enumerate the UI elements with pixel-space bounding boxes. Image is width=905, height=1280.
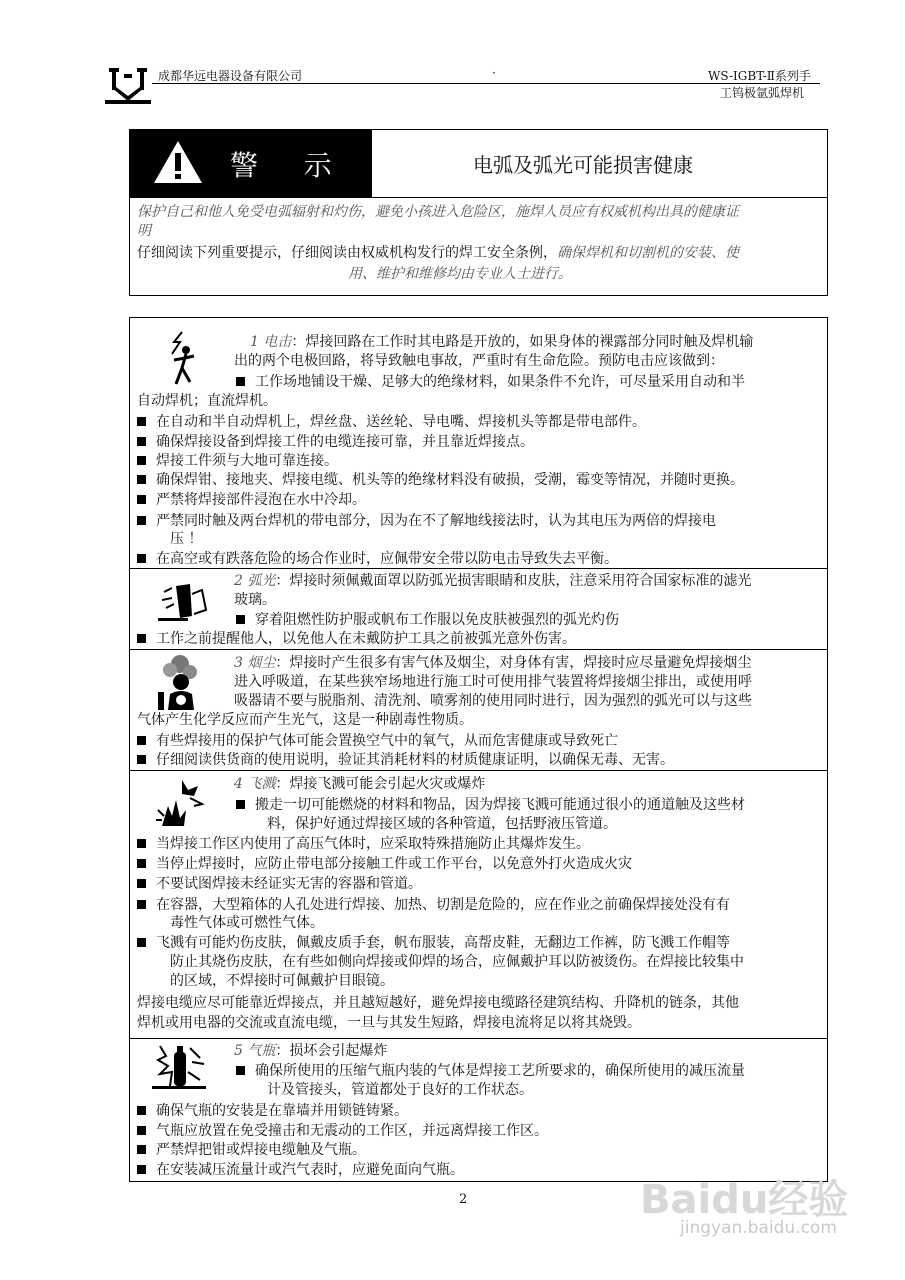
smoke-b2: [137, 751, 674, 770]
spatter-l1-text: ：焊接飞溅可能会引起火灾或爆炸: [275, 776, 486, 792]
watermark-url: jingyan.baidu.com: [680, 1218, 837, 1238]
company-name: 成都华远电器设备有限公司: [158, 69, 303, 83]
spatter-b1-text: 当焊接工作区内使用了高压气体时，应采取特殊措施防止其爆炸发生。: [156, 836, 590, 852]
header-product: 工钨极氩弧焊机: [720, 86, 805, 100]
spatter-l1: [234, 775, 485, 794]
arc-light-icon: [158, 580, 210, 628]
electric-l3: [236, 373, 745, 392]
cylinder-b3-text: 严禁焊把钳或焊接电缆触及气瓶。: [156, 1142, 366, 1158]
electric-b6b: 压 ！: [170, 531, 203, 547]
arc-l1: [234, 572, 751, 591]
warning-title-rule: [129, 197, 828, 198]
arc-b1: [137, 630, 576, 649]
smoke-l1: [234, 654, 751, 673]
arc-b1-text: 工作之前提醒他人，以免他人在未戴防护工具之前被弧光意外伤害。: [156, 631, 576, 647]
spatter-b5-text: 飞溅有可能灼伤皮肤，佩戴皮质手套，帆布服装，高帮皮鞋，无翻边工作裤，防飞溅工作帽等: [156, 935, 730, 951]
bullet-icon: [236, 1066, 245, 1075]
fire-explosion-icon: [154, 776, 210, 834]
spatter-b5b: 防止其烧伤皮肤，在有些如侧向焊接或仰焊的场合，应佩戴护耳以防被烫伤。在焊接比较集中: [170, 954, 744, 970]
spatter-p1: 焊接电缆应尽可能靠近焊接点，并且越短越好，避免焊接电缆路径建筑结构、升降机的链条，其他: [137, 995, 739, 1011]
row-divider-2: [129, 649, 828, 650]
warning-line1b: 明: [137, 223, 151, 239]
spatter-b2-text: 当停止焊接时，应防止带电部分接触工件或工作平台，以免意外打火造成火灾: [156, 856, 632, 872]
bullet-icon: [137, 495, 146, 504]
cylinder-b1-text: 确保气瓶的安装是在靠墙并用锁链铸紧。: [156, 1103, 408, 1119]
bullet-icon: [137, 1165, 146, 1174]
electric-l1-text: ：焊接回路在工作时其电路是开放的，如果身体的裸露部分同时触及焊机输: [291, 334, 754, 350]
row-divider-3: [129, 770, 828, 771]
warning-line1: 保护自己和他人免受电弧辐射和灼伤，避免小孩进入危险区，施焊人员应有权威机构出具的健康证: [137, 204, 739, 220]
smoke-b1-text: 有些焊接用的保护气体可能会置换空气中的氧气，从而危害健康或导致死亡: [156, 733, 618, 749]
header-rule: [152, 83, 820, 84]
spatter-b5c: 的区域，不焊接时可佩戴护目眼镜。: [170, 973, 394, 989]
bullet-icon: [137, 437, 146, 446]
electric-l2: 出的两个电极回路，将导致触电事故，严重时有生命危险。预防电击应该做到：: [234, 353, 724, 369]
electric-b2-text: 确保焊接设备到焊接工件的电缆连接可靠，并且靠近焊接点。: [156, 434, 534, 450]
bullet-icon: [137, 839, 146, 848]
bullet-icon: [137, 755, 146, 764]
bullet-icon: [236, 615, 245, 624]
electric-l1: [250, 333, 753, 352]
cylinder-title: 5 气瓶: [234, 1043, 276, 1059]
spatter-b3-text: 不要试图焊接未经证实无害的容器和管道。: [156, 876, 422, 892]
smoke-title: 3 烟尘: [234, 655, 276, 671]
smoke-b1: [137, 732, 618, 751]
electric-b3-text: 焊接工件须与大地可靠连接。: [156, 453, 338, 469]
cylinder-l1: [234, 1042, 387, 1061]
row-divider-4: [129, 1038, 828, 1039]
cylinder-b4: [137, 1161, 464, 1180]
spatter-l2: [236, 796, 745, 815]
arc-l3-text: 穿着阻燃性防护服或帆布工作服以免皮肤被强烈的弧光灼伤: [255, 612, 619, 628]
electric-b4-text: 确保焊钳、接地夹、焊接电缆、机头等的绝缘材料没有破损，受潮，霉变等情况，并随时更换。: [156, 472, 744, 488]
bullet-icon: [137, 900, 146, 909]
bullet-icon: [236, 377, 245, 386]
page-number: 2: [459, 1192, 468, 1207]
smoke-fumes-icon: [156, 654, 206, 716]
arc-l3: [236, 611, 619, 630]
electric-b5: [137, 491, 366, 510]
electric-b3: [137, 452, 338, 471]
arc-title: 2 弧光: [234, 573, 276, 589]
spatter-title: 4 飞溅: [234, 776, 276, 792]
smoke-l4: 气体产生化学反应而产生光气，这是一种剧毒性物质。: [137, 712, 473, 728]
spatter-b4: [137, 896, 730, 915]
smoke-l3: 吸器请不要与脱脂剂、清洗剂、喷雾剂的使用同时进行，因为强烈的弧光可以与这些: [234, 693, 752, 709]
smoke-l2: 进入呼吸道，在某些狭窄场地进行施工时可使用排气装置将焊接烟尘排出，或使用呼: [234, 674, 752, 690]
bullet-icon: [137, 634, 146, 643]
spatter-b2: [137, 855, 632, 874]
bullet-icon: [137, 879, 146, 888]
warning-line2-plain: 仔细阅读下列重要提示，仔细阅读由权威机构发行的焊工安全条例，: [137, 245, 557, 261]
spatter-b5: [137, 934, 730, 953]
bullet-icon: [137, 938, 146, 947]
company-logo: [105, 66, 151, 106]
bullet-icon: [137, 1126, 146, 1135]
warning-triangle-icon: [152, 138, 204, 190]
cylinder-b1: [137, 1102, 408, 1121]
warning-title: 电弧及弧光可能损害健康: [473, 153, 693, 177]
smoke-l1-text: ：焊接时产生很多有害气体及烟尘，对身体有害，焊接时应尽量避免焊接烟尘: [275, 655, 752, 671]
electric-title: 1 电击: [250, 334, 292, 350]
bullet-icon: [137, 475, 146, 484]
electric-b1: [137, 413, 646, 432]
bullet-icon: [137, 516, 146, 525]
electric-b6: [137, 512, 716, 531]
gas-cylinder-icon: [152, 1042, 206, 1094]
electric-b1-text: 在自动和半自动焊机上，焊丝盘、送丝轮、导电嘴、焊接机头等都是带电部件。: [156, 414, 646, 430]
spatter-b4-text: 在容器，大型箱体的人孔处进行焊接、加热、切割是危险的，应在作业之前确保焊接处没有有: [156, 897, 730, 913]
cylinder-b3: [137, 1141, 366, 1160]
spatter-p2: 焊机或用电器的交流或直流电缆，一旦与其发生短路，焊接电流将足以将其烧毁。: [137, 1015, 641, 1031]
cylinder-l3: 计及管接头，管道都处于良好的工作状态。: [267, 1082, 533, 1098]
spatter-l3: 料，保护好通过焊接区域的各种管道，包括野液压管道。: [267, 816, 617, 832]
warning-line2: [137, 244, 739, 263]
cylinder-l2-text: 确保所使用的压缩气瓶内装的气体是焊接工艺所要求的，确保所使用的减压流量: [255, 1063, 745, 1079]
warning-label: 警 示: [230, 149, 334, 182]
watermark-brand: Baidu经验: [640, 1177, 849, 1223]
warning-line3: 用、维护和维修均由专业人士进行。: [348, 266, 572, 282]
smoke-b2-text: 仔细阅读供货商的使用说明，验证其消耗材料的材质健康证明，以确保无毒、无害。: [156, 752, 674, 768]
cylinder-b2-text: 气瓶应放置在免受撞击和无震动的工作区，并远离焊接工作区。: [156, 1123, 548, 1139]
electric-b4: [137, 471, 744, 490]
spatter-b4b: 毒性气体或可燃性气体。: [170, 915, 324, 931]
electric-b2: [137, 433, 534, 452]
bullet-icon: [137, 1106, 146, 1115]
cylinder-l2: [236, 1062, 745, 1081]
arc-l2: 玻璃。: [234, 592, 276, 608]
electric-l4: 自动焊机；直流焊机。: [137, 393, 277, 409]
electric-l3-text: 工作场地铺设干燥、足够大的绝缘材料，如果条件不允许，可尽量采用自动和半: [255, 374, 745, 390]
bullet-icon: [236, 800, 245, 809]
electric-shock-icon: [160, 330, 200, 392]
spatter-l2-text: 搬走一切可能燃烧的材料和物品，因为焊接飞溅可能通过很小的通道触及这些材: [255, 797, 745, 813]
bullet-icon: [137, 554, 146, 563]
electric-b5-text: 严禁将焊接部件浸泡在水中冷却。: [156, 492, 366, 508]
header-dot: ·: [492, 66, 496, 80]
electric-b6-text: 严禁同时触及两台焊机的带电部分，因为在不了解地线接法时，认为其电压为两倍的焊接电: [156, 513, 716, 529]
bullet-icon: [137, 736, 146, 745]
electric-b7: [137, 550, 618, 569]
spatter-b3: [137, 875, 422, 894]
cylinder-b2: [137, 1122, 548, 1141]
bullet-icon: [137, 859, 146, 868]
arc-l1-text: ：焊接时须佩戴面罩以防弧光损害眼睛和皮肤，注意采用符合国家标准的滤光: [275, 573, 752, 589]
bullet-icon: [137, 456, 146, 465]
cylinder-l1-text: ：损坏会引起爆炸: [275, 1043, 388, 1059]
bullet-icon: [137, 1145, 146, 1154]
bullet-icon: [137, 417, 146, 426]
electric-b7-text: 在高空或有跌落危险的场合作业时，应佩带安全带以防电击导致失去平衡。: [156, 551, 618, 567]
spatter-b1: [137, 835, 590, 854]
header-model: WS-IGBT-Ⅱ系列手: [708, 69, 811, 83]
warning-line2-italic: 确保焊机和切割机的安装、使: [557, 245, 739, 261]
cylinder-b4-text: 在安装减压流量计或汽气表时，应避免面向气瓶。: [156, 1162, 464, 1178]
